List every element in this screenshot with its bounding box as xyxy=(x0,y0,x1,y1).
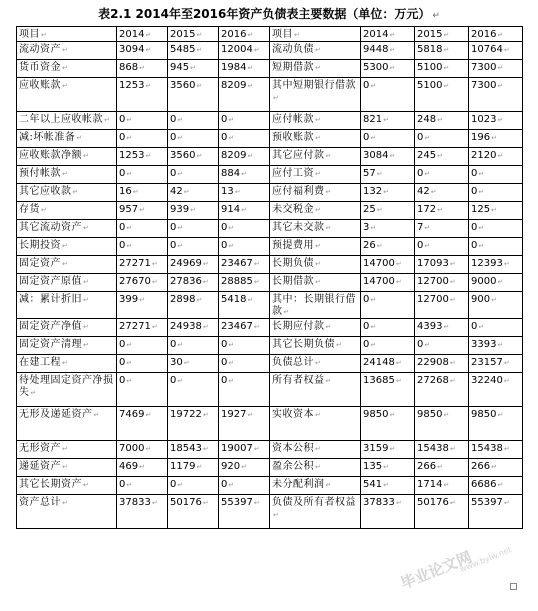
cell-value-r2014: 9448↵ xyxy=(361,42,415,60)
table-row xyxy=(17,166,523,184)
cell-value-2015: 42↵ xyxy=(168,184,219,202)
cell-value-2016: 5418↵ xyxy=(219,292,270,319)
cell-value-2016: 1984↵ xyxy=(219,60,270,78)
cell-value-2016: 0↵ xyxy=(219,477,270,495)
table-row xyxy=(17,42,523,60)
cell-value-2016: 1927↵ xyxy=(219,407,270,441)
cell-value-r2016: 0↵ xyxy=(469,184,523,202)
cell-value-r2014: 13685↵ xyxy=(361,373,415,407)
cell-value-2016: 920↵ xyxy=(219,459,270,477)
cell-left-item: 存货↵ xyxy=(17,202,117,220)
cell-left-item: 无形及递延资产↵ xyxy=(17,407,117,441)
cell-value-2014: 469↵ xyxy=(117,459,168,477)
cell-left-item: 固定资产净值↵ xyxy=(17,319,117,337)
cell-value-2014: 0↵ xyxy=(117,355,168,373)
cell-value-2014: 0↵ xyxy=(117,166,168,184)
cell-right-item: 短期借款↵ xyxy=(270,60,361,78)
cell-value-2014: 0↵ xyxy=(117,373,168,407)
header-cell-r2016: 2016↵ xyxy=(469,27,523,42)
cell-left-item: 无形资产↵ xyxy=(17,441,117,459)
cell-value-r2016: 6686↵ xyxy=(469,477,523,495)
cell-value-r2016: 12393↵ xyxy=(469,256,523,274)
cell-value-r2015: 5100↵ xyxy=(415,78,469,112)
cell-right-item: 长期负债↵ xyxy=(270,256,361,274)
cell-value-r2015: 22908↵ xyxy=(415,355,469,373)
cell-value-r2016: 196↵ xyxy=(469,130,523,148)
table-end-marker xyxy=(510,583,517,590)
cell-value-2016: 0↵ xyxy=(219,337,270,355)
table-row xyxy=(17,477,523,495)
cell-left-item: 应收账款↵ xyxy=(17,78,117,112)
cell-right-item: 实收资本↵ xyxy=(270,407,361,441)
cell-value-r2015: 245↵ xyxy=(415,148,469,166)
cell-value-r2014: 821↵ xyxy=(361,112,415,130)
cell-value-2015: 945↵ xyxy=(168,60,219,78)
cell-value-r2014: 135↵ xyxy=(361,459,415,477)
cell-right-item: 应付工资↵ xyxy=(270,166,361,184)
cell-value-r2016: 900↵ xyxy=(469,292,523,319)
cell-value-r2015: 266↵ xyxy=(415,459,469,477)
cell-value-2014: 3094↵ xyxy=(117,42,168,60)
cell-value-2015: 939↵ xyxy=(168,202,219,220)
cell-value-2014: 7469↵ xyxy=(117,407,168,441)
cell-value-2016: 0↵ xyxy=(219,238,270,256)
table-row xyxy=(17,256,523,274)
cell-value-2014: 957↵ xyxy=(117,202,168,220)
cell-value-r2014: 5300↵ xyxy=(361,60,415,78)
header-cell-2016: 2016↵ xyxy=(219,27,270,42)
cell-value-r2016: 2120↵ xyxy=(469,148,523,166)
cell-value-2015: 18543↵ xyxy=(168,441,219,459)
table-row xyxy=(17,220,523,238)
cell-value-r2015: 0↵ xyxy=(415,166,469,184)
cell-value-r2016: 266↵ xyxy=(469,459,523,477)
cell-value-2016: 0↵ xyxy=(219,112,270,130)
table-row xyxy=(17,78,523,112)
cell-value-2015: 0↵ xyxy=(168,112,219,130)
watermark-logo: 毕业论文网 www.bylw.net xyxy=(398,545,513,593)
cell-value-r2016: 3393↵ xyxy=(469,337,523,355)
table-caption-text: 表2.1 2014年至2016年资产负债表主要数据（单位：万元） xyxy=(98,7,431,21)
cell-value-2016: 884↵ xyxy=(219,166,270,184)
table-row xyxy=(17,459,523,477)
cell-value-r2015: 1714↵ xyxy=(415,477,469,495)
cell-left-item: 二年以上应收帐款↵ xyxy=(17,112,117,130)
cell-right-item: 其它应付款↵ xyxy=(270,148,361,166)
cell-left-item: 应收账款净额↵ xyxy=(17,148,117,166)
cell-right-item: 其中短期银行借款↵ xyxy=(270,78,361,112)
cell-value-r2014: 26↵ xyxy=(361,238,415,256)
cell-value-r2014: 14700↵ xyxy=(361,274,415,292)
cell-left-item: 长期投资↵ xyxy=(17,238,117,256)
balance-sheet-table xyxy=(16,26,523,529)
cell-value-r2015: 0↵ xyxy=(415,130,469,148)
table-row xyxy=(17,407,523,441)
cell-left-item: 资产总计↵ xyxy=(17,495,117,529)
cell-value-2014: 1253↵ xyxy=(117,148,168,166)
cell-left-item: 货币资金↵ xyxy=(17,60,117,78)
header-cell-2014: 2014↵ xyxy=(117,27,168,42)
cell-value-r2014: 3159↵ xyxy=(361,441,415,459)
cell-value-2014: 0↵ xyxy=(117,112,168,130)
paragraph-mark: ↵ xyxy=(432,11,440,21)
cell-right-item: 长期借款↵ xyxy=(270,274,361,292)
cell-left-item: 在建工程↵ xyxy=(17,355,117,373)
cell-value-r2014: 0↵ xyxy=(361,292,415,319)
cell-left-item: 其它流动资产↵ xyxy=(17,220,117,238)
table-row xyxy=(17,274,523,292)
cell-value-2015: 2898↵ xyxy=(168,292,219,319)
table-row xyxy=(17,292,523,319)
cell-value-2016: 8209↵ xyxy=(219,78,270,112)
cell-value-r2015: 248↵ xyxy=(415,112,469,130)
cell-value-r2015: 5100↵ xyxy=(415,60,469,78)
cell-value-2016: 0↵ xyxy=(219,130,270,148)
cell-right-item: 预收账款↵ xyxy=(270,130,361,148)
cell-value-2015: 0↵ xyxy=(168,373,219,407)
table-row xyxy=(17,373,523,407)
cell-value-r2015: 17093↵ xyxy=(415,256,469,274)
cell-value-2016: 914↵ xyxy=(219,202,270,220)
table-row xyxy=(17,60,523,78)
table-row xyxy=(17,355,523,373)
cell-value-2014: 0↵ xyxy=(117,238,168,256)
cell-left-item: 固定资产原值↵ xyxy=(17,274,117,292)
cell-right-item: 其中：长期银行借款↵ xyxy=(270,292,361,319)
table-row xyxy=(17,337,523,355)
header-cell-right-item: 项目↵ xyxy=(270,27,361,42)
cell-value-r2016: 15438↵ xyxy=(469,441,523,459)
cell-value-r2015: 15438↵ xyxy=(415,441,469,459)
header-cell-2015: 2015↵ xyxy=(168,27,219,42)
header-cell-left-item: 项目↵ xyxy=(17,27,117,42)
table-row xyxy=(17,202,523,220)
cell-value-2014: 27271↵ xyxy=(117,256,168,274)
cell-value-2015: 0↵ xyxy=(168,130,219,148)
cell-right-item: 所有者权益↵ xyxy=(270,373,361,407)
header-cell-r2015: 2015↵ xyxy=(415,27,469,42)
cell-value-r2016: 0↵ xyxy=(469,319,523,337)
cell-value-2014: 399↵ xyxy=(117,292,168,319)
table-row xyxy=(17,184,523,202)
cell-value-2014: 27271↵ xyxy=(117,319,168,337)
header-cell-r2014: 2014↵ xyxy=(361,27,415,42)
cell-value-r2014: 0↵ xyxy=(361,130,415,148)
cell-value-2015: 3560↵ xyxy=(168,78,219,112)
table-row xyxy=(17,319,523,337)
cell-value-r2014: 24148↵ xyxy=(361,355,415,373)
cell-value-r2016: 23157↵ xyxy=(469,355,523,373)
cell-value-r2015: 12700↵ xyxy=(415,292,469,319)
cell-value-r2016: 125↵ xyxy=(469,202,523,220)
cell-left-item: 流动资产↵ xyxy=(17,42,117,60)
cell-value-r2015: 5818↵ xyxy=(415,42,469,60)
header-row xyxy=(17,27,523,42)
cell-value-r2016: 9850↵ xyxy=(469,407,523,441)
cell-value-2014: 868↵ xyxy=(117,60,168,78)
cell-value-2014: 0↵ xyxy=(117,477,168,495)
cell-value-r2015: 0↵ xyxy=(415,238,469,256)
cell-value-2015: 0↵ xyxy=(168,166,219,184)
cell-value-2016: 28885↵ xyxy=(219,274,270,292)
table-row xyxy=(17,148,523,166)
cell-right-item: 应付福利费↵ xyxy=(270,184,361,202)
cell-value-2016: 12004↵ xyxy=(219,42,270,60)
cell-value-2016: 8209↵ xyxy=(219,148,270,166)
cell-value-r2015: 172↵ xyxy=(415,202,469,220)
cell-value-2016: 23467↵ xyxy=(219,319,270,337)
cell-value-r2015: 7↵ xyxy=(415,220,469,238)
cell-value-2014: 7000↵ xyxy=(117,441,168,459)
cell-left-item: 其它应收款↵ xyxy=(17,184,117,202)
cell-right-item: 负债及所有者权益↵ xyxy=(270,495,361,529)
cell-right-item: 盈余公积↵ xyxy=(270,459,361,477)
cell-value-r2016: 0↵ xyxy=(469,238,523,256)
cell-value-2016: 0↵ xyxy=(219,373,270,407)
cell-left-item: 减:坏帐准备↵ xyxy=(17,130,117,148)
cell-value-r2014: 541↵ xyxy=(361,477,415,495)
cell-value-2016: 55397↵ xyxy=(219,495,270,529)
cell-right-item: 未分配利润↵ xyxy=(270,477,361,495)
cell-left-item: 待处理固定资产净损失↵ xyxy=(17,373,117,407)
cell-value-2015: 27836↵ xyxy=(168,274,219,292)
cell-value-2014: 37833↵ xyxy=(117,495,168,529)
cell-value-r2014: 0↵ xyxy=(361,337,415,355)
cell-value-r2014: 9850↵ xyxy=(361,407,415,441)
cell-value-2016: 0↵ xyxy=(219,355,270,373)
cell-left-item: 预付帐款↵ xyxy=(17,166,117,184)
cell-value-r2014: 37833↵ xyxy=(361,495,415,529)
cell-value-2014: 1253↵ xyxy=(117,78,168,112)
cell-value-r2015: 42↵ xyxy=(415,184,469,202)
cell-value-r2016: 0↵ xyxy=(469,220,523,238)
cell-right-item: 流动负债↵ xyxy=(270,42,361,60)
cell-value-r2014: 14700↵ xyxy=(361,256,415,274)
cell-value-r2016: 7300↵ xyxy=(469,60,523,78)
cell-left-item: 减：累计折旧↵ xyxy=(17,292,117,319)
cell-value-2014: 0↵ xyxy=(117,130,168,148)
cell-value-2015: 5485↵ xyxy=(168,42,219,60)
cell-value-2015: 0↵ xyxy=(168,337,219,355)
cell-value-2016: 0↵ xyxy=(219,220,270,238)
cell-value-2014: 27670↵ xyxy=(117,274,168,292)
cell-right-item: 资本公积↵ xyxy=(270,441,361,459)
cell-value-2015: 19722↵ xyxy=(168,407,219,441)
cell-value-r2016: 7300↵ xyxy=(469,78,523,112)
cell-right-item: 预提费用↵ xyxy=(270,238,361,256)
cell-value-r2015: 50176↵ xyxy=(415,495,469,529)
cell-value-r2014: 25↵ xyxy=(361,202,415,220)
cell-right-item: 其它未交款↵ xyxy=(270,220,361,238)
cell-value-2015: 1179↵ xyxy=(168,459,219,477)
cell-left-item: 固定资产清理↵ xyxy=(17,337,117,355)
cell-value-r2016: 32240↵ xyxy=(469,373,523,407)
cell-value-r2016: 10764↵ xyxy=(469,42,523,60)
cell-value-2014: 0↵ xyxy=(117,337,168,355)
table-row xyxy=(17,441,523,459)
table-row xyxy=(17,495,523,529)
cell-value-r2015: 12700↵ xyxy=(415,274,469,292)
cell-left-item: 其它长期资产↵ xyxy=(17,477,117,495)
cell-value-r2015: 4393↵ xyxy=(415,319,469,337)
cell-value-r2014: 0↵ xyxy=(361,78,415,112)
cell-value-r2015: 9850↵ xyxy=(415,407,469,441)
cell-right-item: 未交税金↵ xyxy=(270,202,361,220)
cell-value-2015: 50176↵ xyxy=(168,495,219,529)
cell-value-r2014: 0↵ xyxy=(361,319,415,337)
cell-value-2015: 24938↵ xyxy=(168,319,219,337)
cell-value-2015: 0↵ xyxy=(168,238,219,256)
cell-value-r2016: 9000↵ xyxy=(469,274,523,292)
table-caption xyxy=(0,7,538,23)
cell-value-r2015: 0↵ xyxy=(415,337,469,355)
cell-value-2016: 23467↵ xyxy=(219,256,270,274)
cell-left-item: 固定资产↵ xyxy=(17,256,117,274)
cell-value-2015: 24969↵ xyxy=(168,256,219,274)
table-row xyxy=(17,238,523,256)
cell-value-2015: 30↵ xyxy=(168,355,219,373)
table-row xyxy=(17,130,523,148)
cell-right-item: 其它长期负债↵ xyxy=(270,337,361,355)
table-row xyxy=(17,112,523,130)
cell-value-2014: 16↵ xyxy=(117,184,168,202)
cell-value-r2016: 55397↵ xyxy=(469,495,523,529)
cell-value-r2014: 3↵ xyxy=(361,220,415,238)
cell-right-item: 应付帐款↵ xyxy=(270,112,361,130)
cell-value-r2015: 27268↵ xyxy=(415,373,469,407)
cell-left-item: 递延资产↵ xyxy=(17,459,117,477)
cell-right-item: 长期应付款↵ xyxy=(270,319,361,337)
cell-value-2015: 3560↵ xyxy=(168,148,219,166)
cell-value-2015: 0↵ xyxy=(168,477,219,495)
cell-value-r2014: 132↵ xyxy=(361,184,415,202)
cell-value-2016: 13↵ xyxy=(219,184,270,202)
cell-value-2015: 0↵ xyxy=(168,220,219,238)
cell-value-2014: 0↵ xyxy=(117,220,168,238)
cell-value-2016: 19007↵ xyxy=(219,441,270,459)
cell-value-r2016: 1023↵ xyxy=(469,112,523,130)
cell-value-r2016: 0↵ xyxy=(469,166,523,184)
cell-right-item: 负债总计↵ xyxy=(270,355,361,373)
cell-value-r2014: 3084↵ xyxy=(361,148,415,166)
balance-sheet-body xyxy=(17,27,523,529)
cell-value-r2014: 57↵ xyxy=(361,166,415,184)
